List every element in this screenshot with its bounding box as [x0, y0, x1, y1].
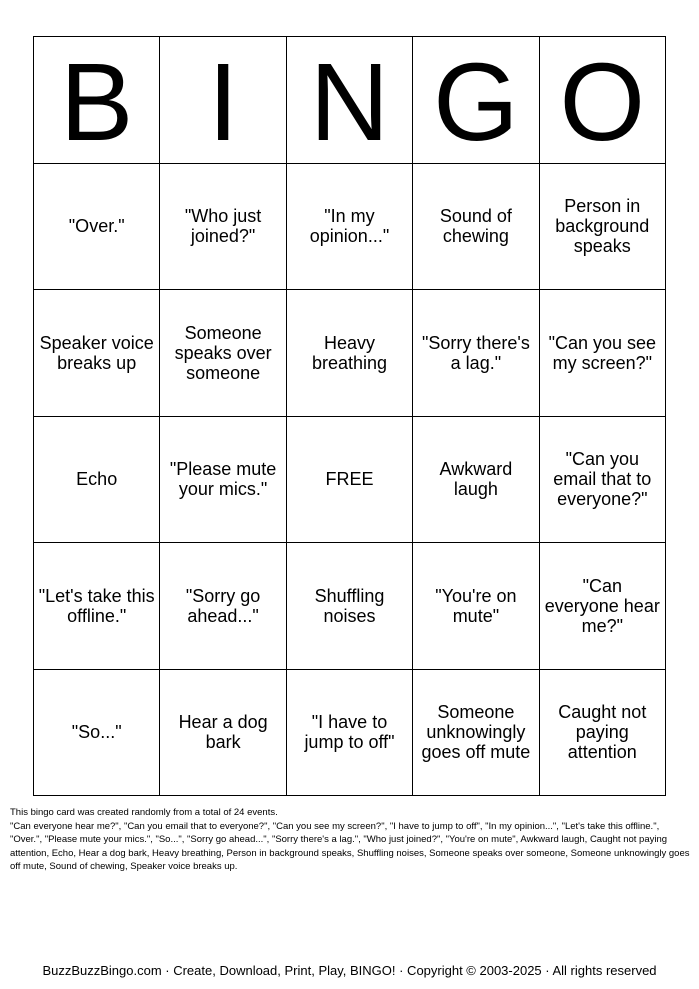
bingo-square: "I have to jump to off": [287, 670, 413, 797]
bingo-square: "Who just joined?": [160, 164, 286, 291]
bingo-square: Echo: [34, 417, 160, 544]
bingo-square: "Can everyone hear me?": [540, 543, 666, 670]
footnote-intro: This bingo card was created randomly from a total of 24 events.: [10, 807, 278, 818]
bingo-square: Sound of chewing: [413, 164, 539, 291]
header-letter-b: B: [34, 37, 160, 164]
header-letter-n: N: [287, 37, 413, 164]
bingo-square: Someone unknowingly goes off mute: [413, 670, 539, 797]
bingo-square: Someone speaks over someone: [160, 290, 286, 417]
bingo-square: Awkward laugh: [413, 417, 539, 544]
site-footer: BuzzBuzzBingo.com · Create, Download, Print, Play, BINGO! · Copyright © 2003-2025 · All rights reserved: [42, 963, 657, 978]
bingo-square: "So...": [34, 670, 160, 797]
bingo-square: Heavy breathing: [287, 290, 413, 417]
event-list-footnote: [10, 806, 690, 874]
bingo-card: [33, 36, 666, 796]
bingo-square: "Please mute your mics.": [160, 417, 286, 544]
footnote-events: "Can everyone hear me?", "Can you email that to everyone?", "Can you see my screen?", "I have to jump to off", "In my opinion...", "Let's take this offline.", "Over.", "Please mute your mics.", "So...", "Sorry go ahead...", "Sorry there's a lag.", "Who just joined?", "You're on mute", Awkward laugh, Caught not paying attention, Echo, Hear a dog bark, Heavy breathing, Person in background speaks, Shuffling noises, Someone speaks over someone, Someone unknowingly goes off mute, Sound of chewing, Speaker voice breaks up.: [10, 820, 690, 872]
free-square: FREE: [287, 417, 413, 544]
bingo-square: "You're on mute": [413, 543, 539, 670]
bingo-square: Shuffling noises: [287, 543, 413, 670]
bingo-square: "Over.": [34, 164, 160, 291]
bingo-square: "Sorry there's a lag.": [413, 290, 539, 417]
bingo-square: "Can you see my screen?": [540, 290, 666, 417]
header-letter-o: O: [540, 37, 666, 164]
bingo-square: Hear a dog bark: [160, 670, 286, 797]
header-letter-g: G: [413, 37, 539, 164]
bingo-square: Person in background speaks: [540, 164, 666, 291]
bingo-square: "Can you email that to everyone?": [540, 417, 666, 544]
bingo-square: Speaker voice breaks up: [34, 290, 160, 417]
bingo-square: "Sorry go ahead...": [160, 543, 286, 670]
bingo-square: "In my opinion...": [287, 164, 413, 291]
header-letter-i: I: [160, 37, 286, 164]
bingo-square: Caught not paying attention: [540, 670, 666, 797]
bingo-square: "Let's take this offline.": [34, 543, 160, 670]
